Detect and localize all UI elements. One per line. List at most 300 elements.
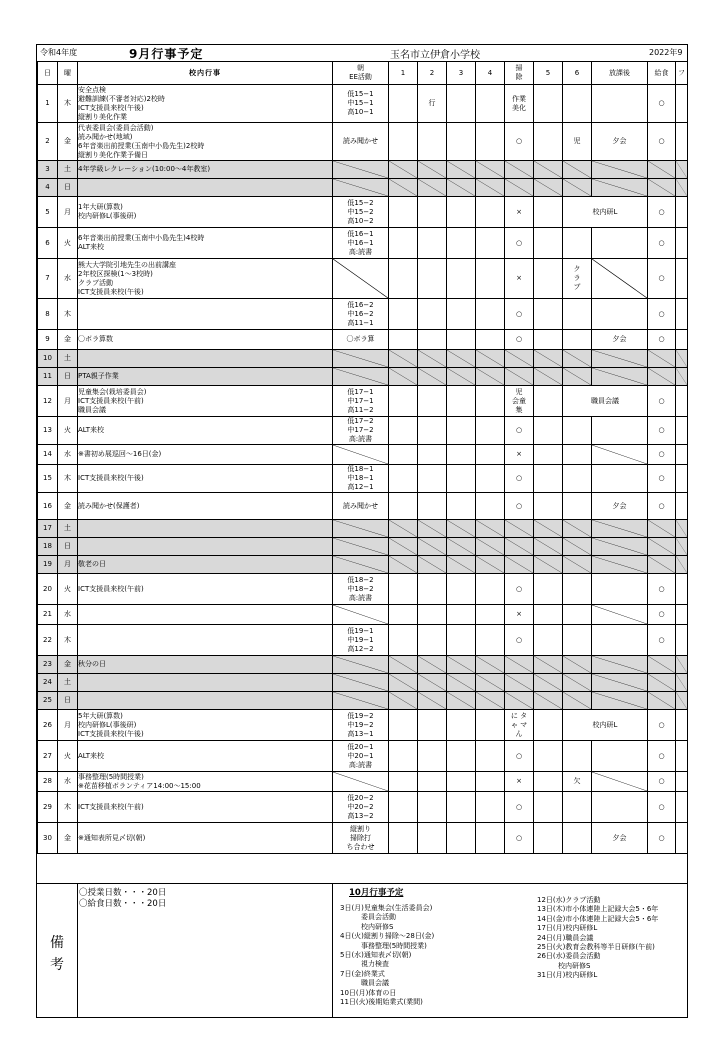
after-school-cell bbox=[592, 741, 648, 772]
table-row bbox=[38, 368, 688, 386]
holiday-cell bbox=[447, 556, 476, 574]
holiday-cell bbox=[505, 556, 534, 574]
diagonal-strike bbox=[389, 538, 417, 555]
lunch-cell: ○ bbox=[648, 625, 676, 656]
diagonal-strike bbox=[389, 656, 417, 673]
cleaning-cell: × bbox=[505, 772, 534, 792]
after-school-cell bbox=[592, 85, 648, 123]
lunch-cell: ○ bbox=[648, 741, 676, 772]
period-5-cell bbox=[534, 85, 563, 123]
day-cell: 18 bbox=[38, 538, 58, 556]
weekday-cell: 金 bbox=[58, 330, 78, 350]
period-3-cell bbox=[447, 299, 476, 330]
period-4-cell bbox=[476, 823, 505, 854]
weekday-cell: 水 bbox=[58, 445, 78, 465]
holiday-cell bbox=[648, 556, 676, 574]
period-1-cell bbox=[389, 123, 418, 161]
table-row bbox=[38, 574, 688, 605]
col-period-1: 1 bbox=[389, 62, 418, 85]
diagonal-strike bbox=[418, 179, 446, 196]
events-cell: ICT支援員来校(午前) bbox=[78, 574, 333, 605]
diagonal-strike bbox=[418, 656, 446, 673]
diagonal-strike bbox=[333, 674, 388, 691]
weekday-cell: 土 bbox=[58, 350, 78, 368]
period-5-cell bbox=[534, 228, 563, 259]
cleaning-cell: に タ ゃ マ ん bbox=[505, 710, 534, 741]
cleaning-cell: ○ bbox=[505, 625, 534, 656]
diagonal-strike bbox=[534, 656, 562, 673]
table-row bbox=[38, 85, 688, 123]
diagonal-strike bbox=[389, 692, 417, 709]
extra-cell bbox=[676, 493, 688, 520]
period-4-cell bbox=[476, 228, 505, 259]
period-4-cell bbox=[476, 772, 505, 792]
holiday-cell bbox=[563, 161, 592, 179]
period-2-cell bbox=[418, 445, 447, 465]
table-row bbox=[38, 259, 688, 299]
diagonal-strike bbox=[333, 179, 388, 196]
diagonal-strike bbox=[418, 674, 446, 691]
period-5-cell bbox=[534, 386, 563, 417]
events-cell: ※書初め展巡回〜16日(金) bbox=[78, 445, 333, 465]
period-1-cell bbox=[389, 625, 418, 656]
holiday-cell bbox=[676, 656, 688, 674]
table-row bbox=[38, 556, 688, 574]
diagonal-strike bbox=[447, 692, 475, 709]
cleaning-cell: ○ bbox=[505, 417, 534, 445]
period-5-cell bbox=[534, 465, 563, 493]
weekday-cell: 火 bbox=[58, 741, 78, 772]
period-5-cell bbox=[534, 299, 563, 330]
holiday-cell bbox=[333, 656, 389, 674]
diagonal-strike bbox=[648, 538, 675, 555]
period-2-cell bbox=[418, 417, 447, 445]
table-row bbox=[38, 161, 688, 179]
diagonal-strike bbox=[333, 556, 388, 573]
day-cell: 19 bbox=[38, 556, 58, 574]
diagonal-strike bbox=[447, 656, 475, 673]
period-6-cell bbox=[563, 823, 592, 854]
period-5-cell bbox=[534, 792, 563, 823]
weekday-cell: 月 bbox=[58, 710, 78, 741]
extra-cell bbox=[676, 772, 688, 792]
lunch-cell: ○ bbox=[648, 792, 676, 823]
diagonal-strike bbox=[648, 520, 675, 537]
holiday-cell bbox=[447, 538, 476, 556]
period-5-cell bbox=[534, 445, 563, 465]
diagonal-strike bbox=[476, 179, 504, 196]
col-period-6: 6 bbox=[563, 62, 592, 85]
period-5-cell bbox=[534, 493, 563, 520]
holiday-cell bbox=[476, 350, 505, 368]
period-1-cell bbox=[389, 330, 418, 350]
diagonal-strike bbox=[505, 350, 533, 367]
events-cell: 代表委員会(委員会活動) 読み聞かせ(地域) 6年音楽出前授業(玉南中小島先生)2校時 縦割り美化作業予備日 bbox=[78, 123, 333, 161]
weekday-cell: 月 bbox=[58, 556, 78, 574]
after-school-cell bbox=[592, 299, 648, 330]
morning-cell: 低18−1 中18−1 高12−1 bbox=[333, 465, 389, 493]
day-cell: 1 bbox=[38, 85, 58, 123]
morning-cell bbox=[333, 445, 389, 465]
period-5-cell bbox=[534, 741, 563, 772]
period-6-cell bbox=[563, 330, 592, 350]
holiday-cell bbox=[505, 656, 534, 674]
weekday-cell: 木 bbox=[58, 625, 78, 656]
cleaning-cell: × bbox=[505, 445, 534, 465]
lunch-cell: ○ bbox=[648, 123, 676, 161]
period-2-cell bbox=[418, 574, 447, 605]
events-cell bbox=[78, 674, 333, 692]
period-3-cell bbox=[447, 741, 476, 772]
cleaning-cell: × bbox=[505, 605, 534, 625]
events-cell: ALT来校 bbox=[78, 417, 333, 445]
period-5-cell bbox=[534, 772, 563, 792]
diagonal-strike bbox=[389, 674, 417, 691]
holiday-cell bbox=[592, 656, 648, 674]
extra-cell bbox=[676, 625, 688, 656]
diagonal-strike bbox=[333, 350, 388, 367]
holiday-cell bbox=[648, 161, 676, 179]
diagonal-strike bbox=[592, 259, 647, 298]
day-cell: 7 bbox=[38, 259, 58, 299]
diagonal-strike bbox=[592, 772, 647, 791]
schedule-sheet bbox=[36, 44, 688, 1018]
period-4-cell bbox=[476, 741, 505, 772]
header-bar bbox=[37, 45, 687, 62]
period-6-cell bbox=[563, 605, 592, 625]
holiday-cell bbox=[333, 161, 389, 179]
period-4-cell bbox=[476, 259, 505, 299]
cleaning-cell: ○ bbox=[505, 574, 534, 605]
period-3-cell bbox=[447, 605, 476, 625]
diagonal-strike bbox=[333, 772, 388, 791]
lunch-cell: ○ bbox=[648, 823, 676, 854]
diagonal-strike bbox=[389, 161, 417, 178]
holiday-cell bbox=[447, 350, 476, 368]
diagonal-strike bbox=[676, 674, 687, 691]
events-cell: 秋分の日 bbox=[78, 656, 333, 674]
table-row bbox=[38, 179, 688, 197]
diagonal-strike bbox=[676, 520, 687, 537]
period-6-cell: ク ラ ブ bbox=[563, 259, 592, 299]
holiday-cell bbox=[563, 368, 592, 386]
diagonal-strike bbox=[592, 605, 647, 624]
day-cell: 12 bbox=[38, 386, 58, 417]
diagonal-strike bbox=[563, 179, 591, 196]
table-row bbox=[38, 197, 688, 228]
events-cell: 4年学級レクレーション(10:00〜4年教室) bbox=[78, 161, 333, 179]
period-2-cell bbox=[418, 625, 447, 656]
period-3-cell bbox=[447, 386, 476, 417]
diagonal-strike bbox=[592, 674, 647, 691]
extra-cell bbox=[676, 574, 688, 605]
extra-cell bbox=[676, 792, 688, 823]
remarks-section bbox=[37, 883, 687, 1018]
diagonal-strike bbox=[648, 179, 675, 196]
diagonal-strike bbox=[676, 556, 687, 573]
holiday-cell bbox=[418, 692, 447, 710]
holiday-cell bbox=[563, 179, 592, 197]
period-4-cell bbox=[476, 493, 505, 520]
diagonal-strike bbox=[505, 674, 533, 691]
extra-cell bbox=[676, 123, 688, 161]
period-3-cell bbox=[447, 823, 476, 854]
lunch-cell: ○ bbox=[648, 417, 676, 445]
lunch-cell: ○ bbox=[648, 772, 676, 792]
period-3-cell bbox=[447, 259, 476, 299]
weekday-cell: 金 bbox=[58, 123, 78, 161]
day-cell: 15 bbox=[38, 465, 58, 493]
holiday-cell bbox=[447, 368, 476, 386]
period-1-cell bbox=[389, 710, 418, 741]
holiday-cell bbox=[418, 350, 447, 368]
day-cell: 24 bbox=[38, 674, 58, 692]
period-1-cell bbox=[389, 574, 418, 605]
extra-cell bbox=[676, 710, 688, 741]
holiday-cell bbox=[592, 692, 648, 710]
diagonal-strike bbox=[648, 556, 675, 573]
extra-cell bbox=[676, 465, 688, 493]
holiday-cell bbox=[476, 692, 505, 710]
diagonal-strike bbox=[648, 161, 675, 178]
holiday-cell bbox=[676, 674, 688, 692]
remarks-label-2: 考 bbox=[50, 957, 64, 973]
diagonal-strike bbox=[447, 179, 475, 196]
events-cell bbox=[78, 299, 333, 330]
period-6-cell: 欠 bbox=[563, 772, 592, 792]
events-cell bbox=[78, 350, 333, 368]
period-1-cell bbox=[389, 197, 418, 228]
table-row bbox=[38, 656, 688, 674]
diagonal-strike bbox=[592, 179, 647, 196]
period-1-cell bbox=[389, 465, 418, 493]
weekday-cell: 土 bbox=[58, 520, 78, 538]
extra-cell bbox=[676, 417, 688, 445]
table-row bbox=[38, 123, 688, 161]
holiday-cell bbox=[418, 179, 447, 197]
events-cell bbox=[78, 692, 333, 710]
period-6-after-school-cell: 校内研L bbox=[563, 197, 648, 228]
day-cell: 22 bbox=[38, 625, 58, 656]
period-2-cell bbox=[418, 465, 447, 493]
diagonal-strike bbox=[476, 692, 504, 709]
diagonal-strike bbox=[333, 520, 388, 537]
morning-cell: 低17−2 中17−2 高:読書 bbox=[333, 417, 389, 445]
holiday-cell bbox=[505, 674, 534, 692]
table-row bbox=[38, 674, 688, 692]
extra-cell bbox=[676, 386, 688, 417]
holiday-cell bbox=[333, 368, 389, 386]
holiday-cell bbox=[476, 656, 505, 674]
diagonal-strike bbox=[592, 350, 647, 367]
day-cell: 10 bbox=[38, 350, 58, 368]
period-3-cell bbox=[447, 493, 476, 520]
holiday-cell bbox=[534, 520, 563, 538]
cleaning-cell: ○ bbox=[505, 228, 534, 259]
remarks-label-1: 備 bbox=[50, 935, 64, 951]
table-row bbox=[38, 386, 688, 417]
diagonal-strike bbox=[389, 520, 417, 537]
col-morning: 朝 EE活動 bbox=[333, 62, 389, 85]
diagonal-strike bbox=[333, 259, 388, 298]
diagonal-strike bbox=[476, 350, 504, 367]
weekday-cell: 土 bbox=[58, 674, 78, 692]
cleaning-cell: ○ bbox=[505, 493, 534, 520]
diagonal-strike bbox=[476, 674, 504, 691]
period-6-after-school-cell: 職員会議 bbox=[563, 386, 648, 417]
holiday-cell bbox=[447, 520, 476, 538]
holiday-cell bbox=[333, 556, 389, 574]
holiday-cell bbox=[648, 179, 676, 197]
holiday-cell bbox=[676, 538, 688, 556]
after-school-cell bbox=[592, 574, 648, 605]
holiday-cell bbox=[389, 520, 418, 538]
after-school-cell bbox=[592, 445, 648, 465]
table-row bbox=[38, 299, 688, 330]
holiday-cell bbox=[592, 538, 648, 556]
after-school-cell: 夕会 bbox=[592, 823, 648, 854]
cleaning-cell: ○ bbox=[505, 741, 534, 772]
holiday-cell bbox=[648, 538, 676, 556]
diagonal-strike bbox=[676, 656, 687, 673]
period-1-cell bbox=[389, 259, 418, 299]
diagonal-strike bbox=[534, 368, 562, 385]
holiday-cell bbox=[676, 520, 688, 538]
after-school-cell: 夕会 bbox=[592, 123, 648, 161]
holiday-cell bbox=[563, 350, 592, 368]
period-1-cell bbox=[389, 493, 418, 520]
cleaning-cell: ○ bbox=[505, 123, 534, 161]
holiday-cell bbox=[592, 520, 648, 538]
period-2-cell bbox=[418, 386, 447, 417]
weekday-cell: 木 bbox=[58, 299, 78, 330]
weekday-cell: 木 bbox=[58, 465, 78, 493]
holiday-cell bbox=[648, 350, 676, 368]
diagonal-strike bbox=[418, 692, 446, 709]
diagonal-strike bbox=[418, 161, 446, 178]
col-period-4: 4 bbox=[476, 62, 505, 85]
events-cell: 敬老の日 bbox=[78, 556, 333, 574]
diagonal-strike bbox=[333, 656, 388, 673]
diagonal-strike bbox=[676, 161, 687, 178]
events-cell: ※通知表所見〆切(朝) bbox=[78, 823, 333, 854]
cleaning-cell: 作業 美化 bbox=[505, 85, 534, 123]
table-row bbox=[38, 741, 688, 772]
morning-cell: 読み聞かせ bbox=[333, 123, 389, 161]
holiday-cell bbox=[563, 674, 592, 692]
col-events: 校内行事 bbox=[78, 62, 333, 85]
weekday-cell: 水 bbox=[58, 772, 78, 792]
lunch-cell: ○ bbox=[648, 493, 676, 520]
day-cell: 8 bbox=[38, 299, 58, 330]
period-2-cell bbox=[418, 772, 447, 792]
holiday-cell bbox=[389, 538, 418, 556]
after-school-cell bbox=[592, 417, 648, 445]
diagonal-strike bbox=[592, 368, 647, 385]
diagonal-strike bbox=[563, 161, 591, 178]
lunch-cell: ○ bbox=[648, 386, 676, 417]
diagonal-strike bbox=[418, 350, 446, 367]
diagonal-strike bbox=[333, 445, 388, 464]
holiday-cell bbox=[534, 656, 563, 674]
extra-cell bbox=[676, 741, 688, 772]
holiday-cell bbox=[534, 692, 563, 710]
morning-cell: 〇ボラ算 bbox=[333, 330, 389, 350]
holiday-cell bbox=[389, 161, 418, 179]
period-4-cell bbox=[476, 710, 505, 741]
holiday-cell bbox=[505, 692, 534, 710]
holiday-cell bbox=[648, 674, 676, 692]
day-cell: 29 bbox=[38, 792, 58, 823]
col-period-2: 2 bbox=[418, 62, 447, 85]
lunch-cell: ○ bbox=[648, 574, 676, 605]
holiday-cell bbox=[534, 368, 563, 386]
diagonal-strike bbox=[534, 556, 562, 573]
period-4-cell bbox=[476, 574, 505, 605]
diagonal-strike bbox=[505, 520, 533, 537]
period-4-cell bbox=[476, 299, 505, 330]
holiday-cell bbox=[476, 556, 505, 574]
weekday-cell: 日 bbox=[58, 179, 78, 197]
diagonal-strike bbox=[418, 520, 446, 537]
holiday-cell bbox=[447, 161, 476, 179]
period-3-cell bbox=[447, 574, 476, 605]
diagonal-strike bbox=[676, 538, 687, 555]
weekday-cell: 木 bbox=[58, 85, 78, 123]
period-3-cell bbox=[447, 445, 476, 465]
diagonal-strike bbox=[592, 538, 647, 555]
events-cell bbox=[78, 605, 333, 625]
diagonal-strike bbox=[476, 538, 504, 555]
after-school-cell: 夕会 bbox=[592, 493, 648, 520]
events-cell: 1年大研(算数) 校内研修L(事後研) bbox=[78, 197, 333, 228]
holiday-cell bbox=[534, 538, 563, 556]
holiday-cell bbox=[476, 674, 505, 692]
holiday-cell bbox=[418, 556, 447, 574]
period-4-cell bbox=[476, 123, 505, 161]
morning-cell: 低16−2 中16−2 高11−1 bbox=[333, 299, 389, 330]
holiday-cell bbox=[418, 368, 447, 386]
period-5-cell bbox=[534, 330, 563, 350]
lunch-cell: ○ bbox=[648, 465, 676, 493]
table-row bbox=[38, 465, 688, 493]
column-header-row bbox=[38, 62, 688, 85]
period-5-cell bbox=[534, 605, 563, 625]
lunch-cell: ○ bbox=[648, 259, 676, 299]
events-cell: 読み聞かせ(保護者) bbox=[78, 493, 333, 520]
events-cell: ICT支援員来校(午後) bbox=[78, 465, 333, 493]
weekday-cell: 水 bbox=[58, 605, 78, 625]
diagonal-strike bbox=[563, 674, 591, 691]
extra-cell bbox=[676, 85, 688, 123]
events-cell bbox=[78, 179, 333, 197]
table-row bbox=[38, 605, 688, 625]
lunch-cell: ○ bbox=[648, 445, 676, 465]
holiday-cell bbox=[447, 179, 476, 197]
diagonal-strike bbox=[333, 368, 388, 385]
holiday-cell bbox=[505, 179, 534, 197]
col-cleaning: 掃 除 bbox=[505, 62, 534, 85]
holiday-cell bbox=[505, 350, 534, 368]
day-cell: 25 bbox=[38, 692, 58, 710]
table-row bbox=[38, 538, 688, 556]
period-3-cell bbox=[447, 228, 476, 259]
events-cell: 6年音楽出前授業(玉南中小島先生)4校時 ALT来校 bbox=[78, 228, 333, 259]
diagonal-strike bbox=[563, 538, 591, 555]
october-events-left: 3日(月)児童集会(生活委員会) 委員会活動 校内研修S 4日(火)縦割り掃除〜28日(金) 事務整理(5時間授業) 5日(水)通知表〆切(朝) 視力検査 7日(金)終業式 職員会議 10日(月)体育の日 11日(火)後期始業式(業間) bbox=[340, 904, 435, 1007]
period-4-cell bbox=[476, 605, 505, 625]
period-1-cell bbox=[389, 445, 418, 465]
